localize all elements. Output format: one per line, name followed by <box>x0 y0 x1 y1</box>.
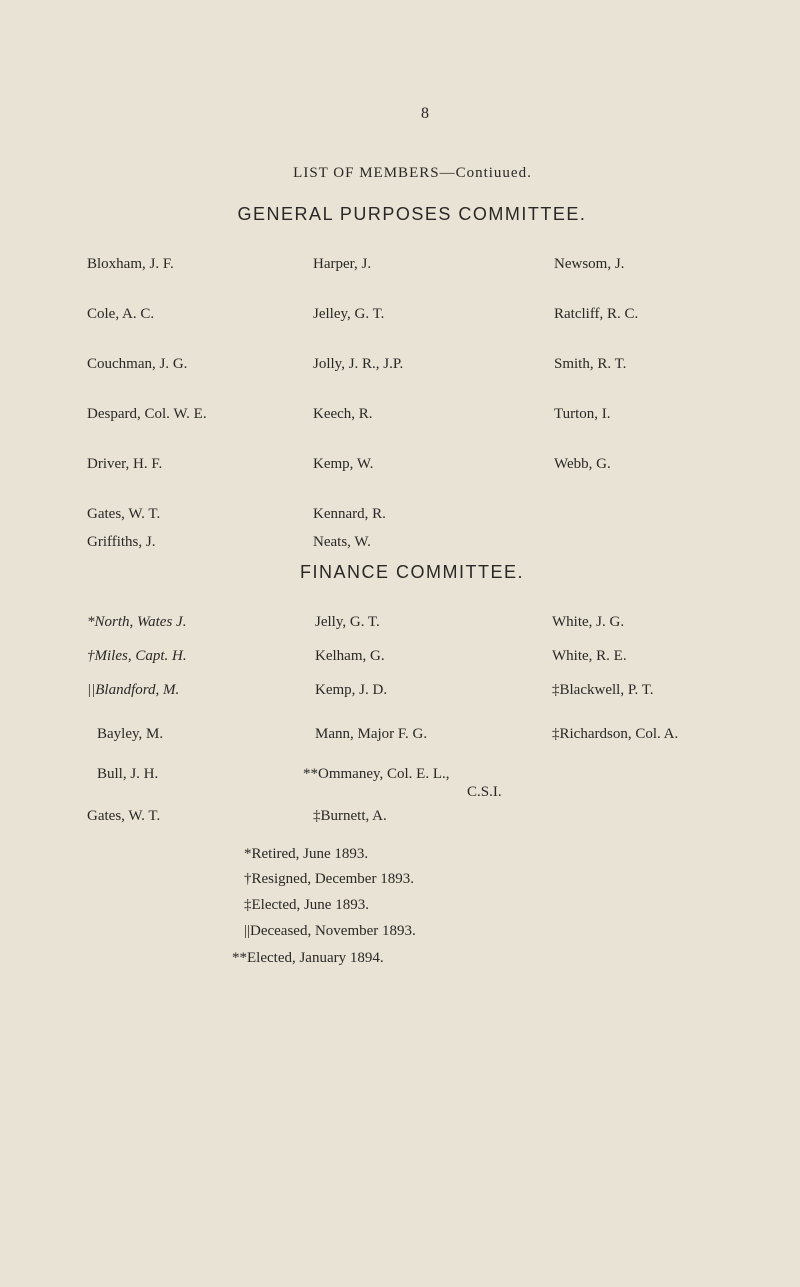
gp-member: Jolly, J. R., J.P. <box>313 356 404 372</box>
gp-member: Webb, G. <box>554 456 611 472</box>
finance-member: ‡Burnett, A. <box>313 808 387 824</box>
finance-member: Gates, W. T. <box>87 808 161 824</box>
gp-member: Ratcliff, R. C. <box>554 306 639 322</box>
finance-member: **Ommaney, Col. E. L., <box>303 766 450 782</box>
finance-member: ‡Blackwell, P. T. <box>552 682 654 698</box>
gp-member: Griffiths, J. <box>87 534 156 550</box>
gp-member: Despard, Col. W. E. <box>87 406 207 422</box>
footnote: †Resigned, December 1893. <box>244 871 414 887</box>
gp-member: Neats, W. <box>313 534 371 550</box>
finance-member: Mann, Major F. G. <box>315 726 428 742</box>
finance-member: White, J. G. <box>552 614 625 630</box>
gp-member: Turton, I. <box>554 406 611 422</box>
gp-member: Smith, R. T. <box>554 356 627 372</box>
finance-member: Bayley, M. <box>97 726 164 742</box>
finance-member: Jelly, G. T. <box>315 614 380 630</box>
gp-member: Driver, H. F. <box>87 456 163 472</box>
footnote: ‡Elected, June 1893. <box>244 897 369 913</box>
gp-member: Couchman, J. G. <box>87 356 188 372</box>
finance-member: ‡Richardson, Col. A. <box>552 726 679 742</box>
gp-member: Kennard, R. <box>313 506 386 522</box>
finance-member: White, R. E. <box>552 648 627 664</box>
finance-member: ||Blandford, M. <box>87 682 180 698</box>
finance-heading: FINANCE COMMITTEE. <box>300 562 524 582</box>
gp-member: Harper, J. <box>313 256 372 272</box>
gp-member: Cole, A. C. <box>87 306 155 322</box>
finance-member: *North, Wates J. <box>87 614 187 630</box>
finance-member: Bull, J. H. <box>97 766 159 782</box>
gp-member: Jelley, G. T. <box>313 306 385 322</box>
gp-member: Keech, R. <box>313 406 373 422</box>
gp-member: Newsom, J. <box>554 256 625 272</box>
finance-member: Kemp, J. D. <box>315 682 388 698</box>
finance-member-continuation: C.S.I. <box>467 784 502 800</box>
gp-member: Bloxham, J. F. <box>87 256 174 272</box>
finance-member: Kelham, G. <box>315 648 385 664</box>
gp-member: Gates, W. T. <box>87 506 161 522</box>
footnote: *Retired, June 1893. <box>244 846 369 862</box>
footnote: **Elected, January 1894. <box>232 950 384 966</box>
finance-member: †Miles, Capt. H. <box>87 648 187 664</box>
general-purposes-heading: GENERAL PURPOSES COMMITTEE. <box>237 204 587 224</box>
gp-member: Kemp, W. <box>313 456 374 472</box>
page-number: 8 <box>421 105 429 122</box>
list-title: LIST OF MEMBERS—Contiuued. <box>293 165 532 181</box>
footnote: ||Deceased, November 1893. <box>244 923 416 939</box>
